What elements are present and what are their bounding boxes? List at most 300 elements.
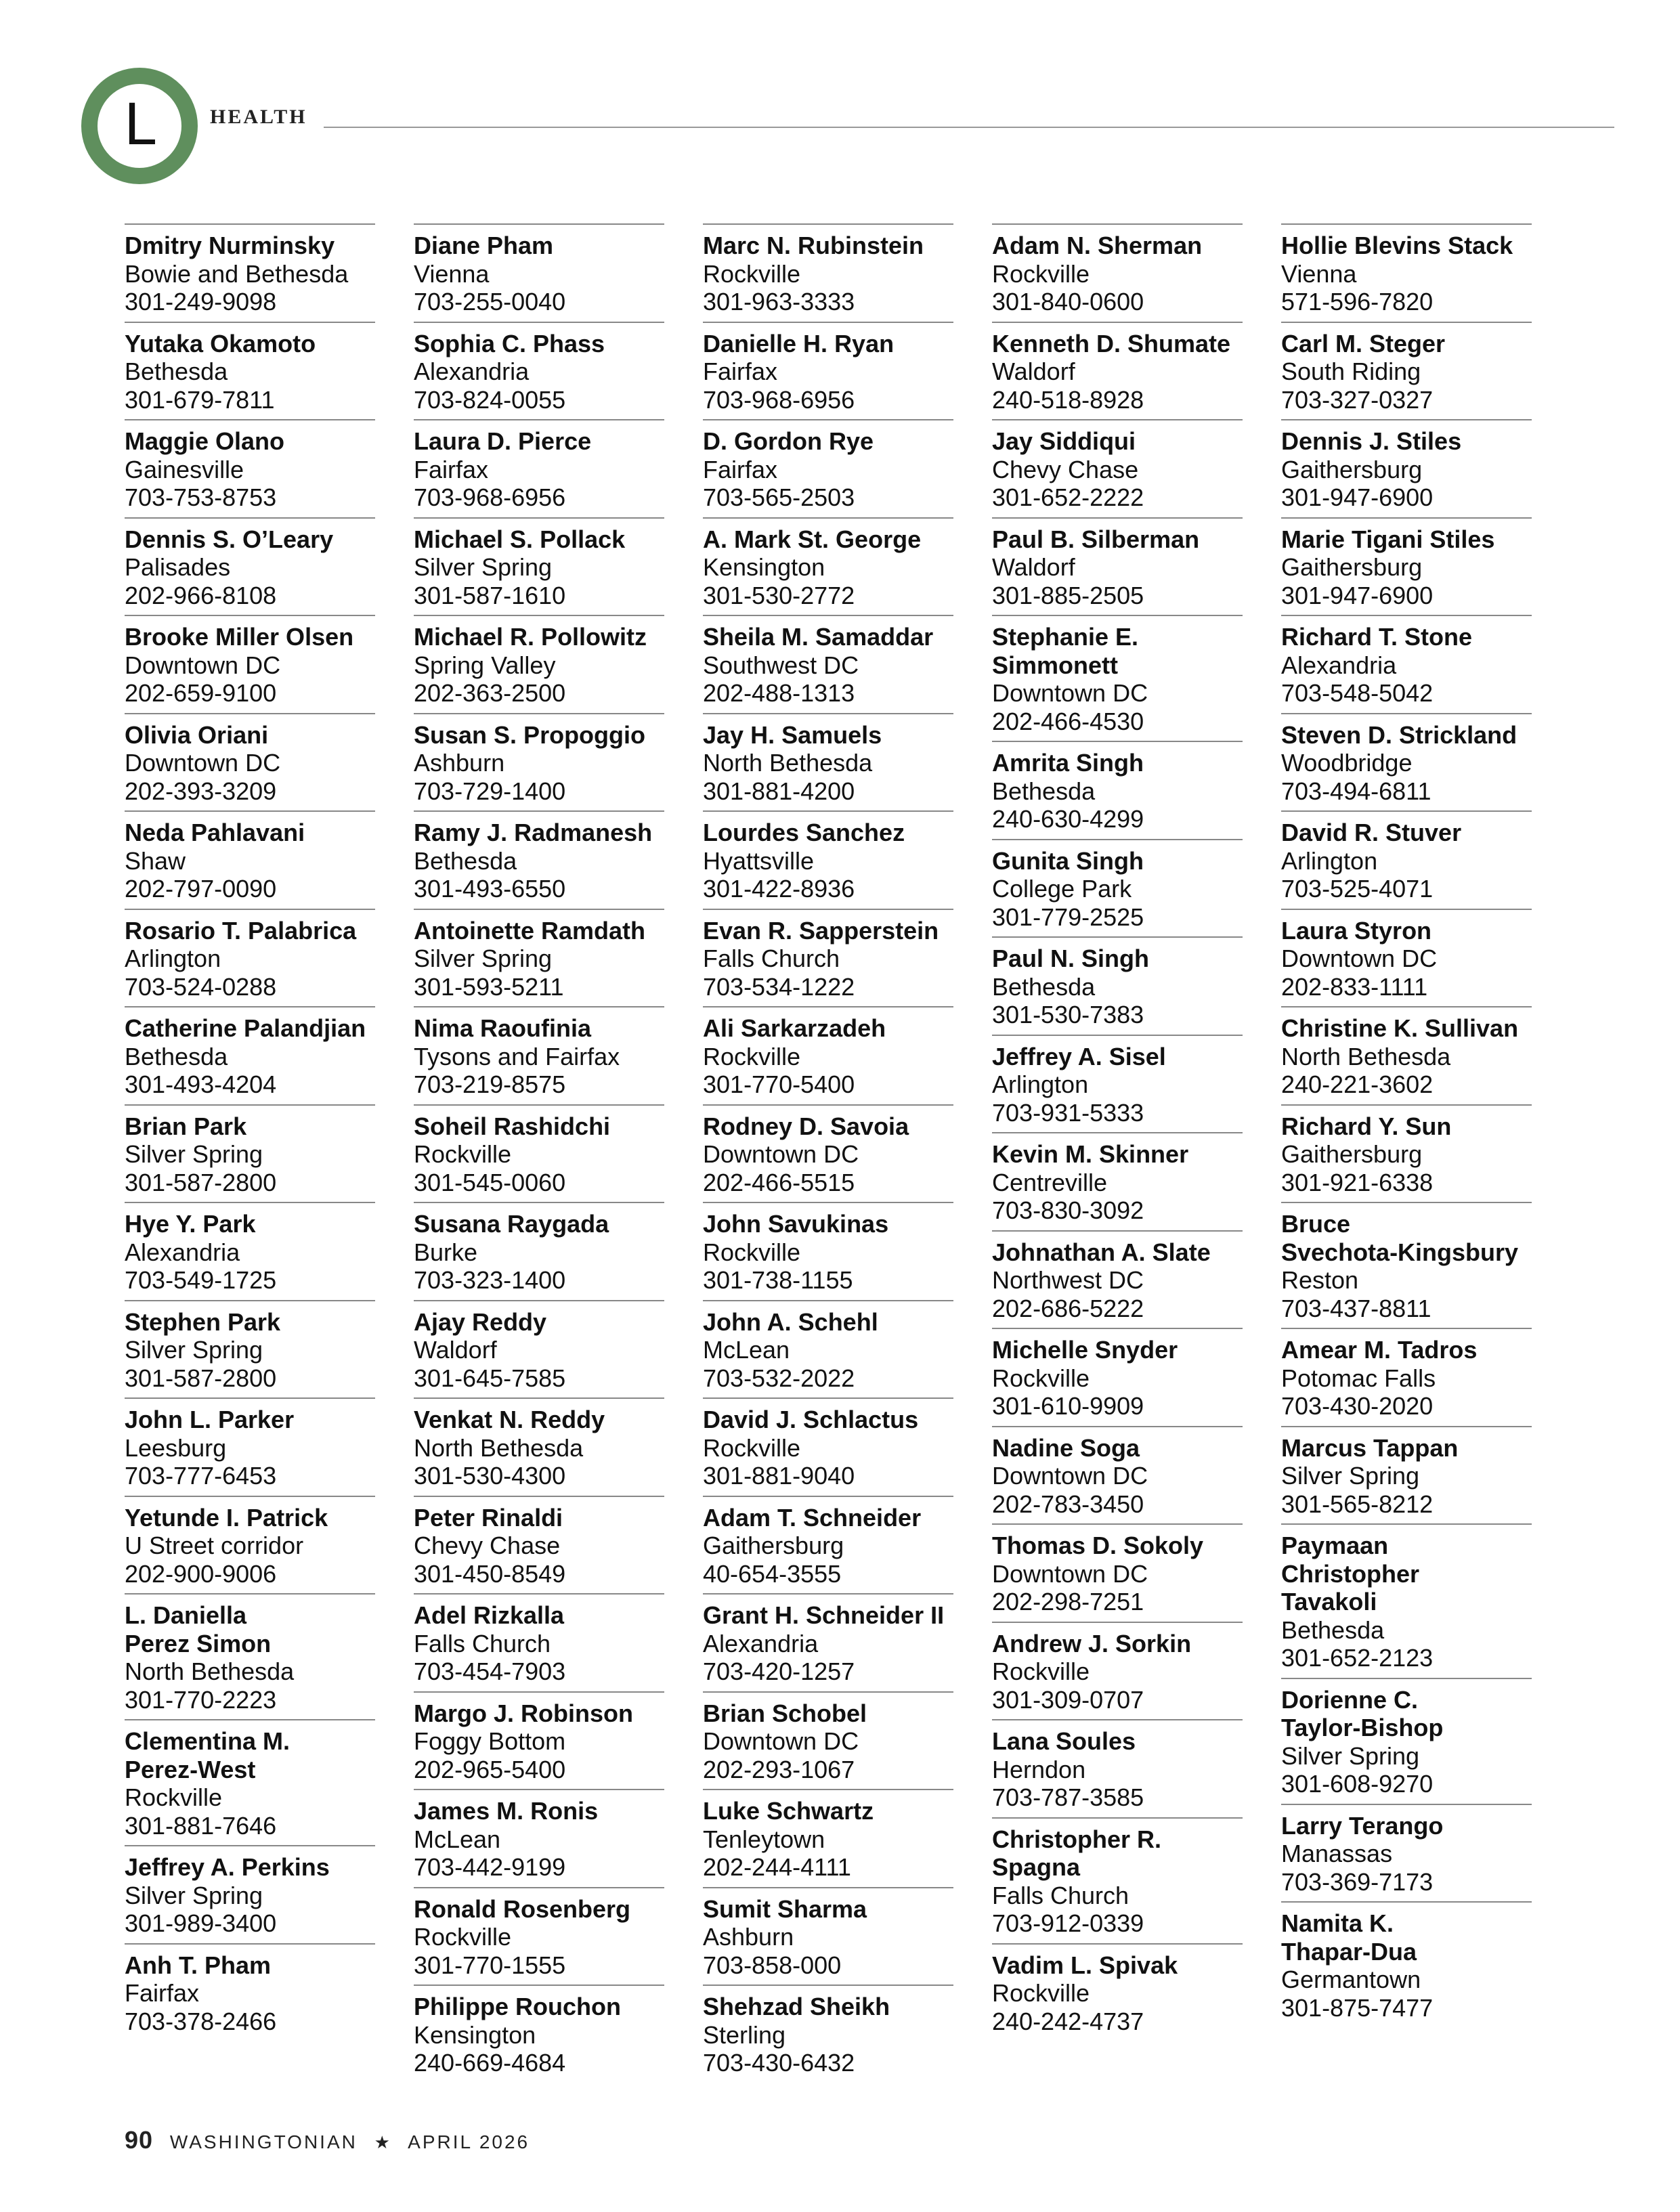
doctor-location: Downtown DC: [992, 1462, 1148, 1490]
doctor-phone: 301-587-2800: [125, 1168, 277, 1196]
doctor-location: North Bethesda: [1281, 1042, 1451, 1070]
doctor-phone: 301-587-1610: [414, 581, 566, 609]
directory-entry: [992, 741, 1243, 839]
doctor-name: Olivia Oriani: [125, 720, 269, 749]
directory-entry: [414, 1006, 664, 1104]
directory-column-2: [414, 223, 664, 2083]
doctor-phone: 301-608-9270: [1281, 1770, 1434, 1798]
doctor-phone: 301-493-4204: [125, 1070, 277, 1098]
doctor-phone: 703-219-8575: [414, 1070, 566, 1098]
doctor-phone: 301-738-1155: [703, 1266, 853, 1294]
directory-entry: [703, 1691, 953, 1790]
doctor-phone: 301-249-9098: [125, 288, 277, 316]
doctor-name: Laura D. Pierce: [414, 427, 592, 455]
doctor-location: Centreville: [992, 1168, 1108, 1196]
directory-entry: [414, 1202, 664, 1300]
directory-entry: [125, 1006, 375, 1104]
doctor-name: Amrita Singh: [992, 749, 1144, 777]
directory-entry: [703, 810, 953, 909]
doctor-location: Fairfax: [703, 357, 778, 385]
doctor-location: Chevy Chase: [414, 1532, 561, 1559]
doctor-location: Kensington: [414, 2020, 536, 2049]
directory-entry: [992, 1426, 1243, 1524]
doctor-phone: 703-729-1400: [414, 777, 566, 805]
doctor-location: Gaithersburg: [1281, 1140, 1423, 1168]
doctor-phone: 301-881-7646: [125, 1811, 277, 1840]
doctor-name: Paul B. Silberman: [992, 525, 1200, 553]
doctor-location: McLean: [703, 1336, 790, 1364]
doctor-location: McLean: [414, 1825, 501, 1853]
doctor-name: David R. Stuver: [1281, 819, 1462, 846]
issue-date: APRIL 2026: [408, 2131, 530, 2152]
doctor-phone: 202-783-3450: [992, 1490, 1144, 1518]
directory-entry: [1281, 1006, 1532, 1104]
doctor-phone: 202-363-2500: [414, 679, 566, 707]
doctor-location: Downtown DC: [125, 749, 281, 777]
doctor-name: Michael S. Pollack: [414, 525, 626, 553]
doctor-location: Rockville: [992, 1979, 1090, 2007]
doctor-phone: 703-454-7903: [414, 1657, 566, 1685]
doctor-location: Chevy Chase: [992, 455, 1139, 483]
doctor-phone: 703-534-1222: [703, 972, 855, 1001]
directory-entry: [992, 1523, 1243, 1622]
doctor-name: Peter Rinaldi: [414, 1503, 563, 1532]
directory-entry: [414, 615, 664, 713]
doctor-name: Adam N. Sherman: [992, 232, 1203, 259]
doctor-name: Lourdes Sanchez: [703, 819, 905, 846]
doctor-location: Rockville: [992, 259, 1090, 288]
doctor-name: Margo J. Robinson: [414, 1699, 633, 1727]
doctor-name: Catherine Palandjian: [125, 1014, 366, 1042]
doctor-name: Christopher R.: [992, 1825, 1162, 1853]
doctor-location: Bethesda: [125, 357, 228, 385]
doctor-phone: 301-989-3400: [125, 1909, 277, 1937]
doctor-name: Stephen Park: [125, 1307, 281, 1336]
doctor-phone: 301-645-7585: [414, 1364, 566, 1392]
directory-entry: [703, 1006, 953, 1104]
doctor-name: Ramy J. Radmanesh: [414, 819, 653, 846]
doctor-name: Ali Sarkarzadeh: [703, 1014, 886, 1042]
doctor-name: Steven D. Strickland: [1281, 720, 1517, 749]
directory-entry: [992, 1035, 1243, 1133]
page-number: 90: [125, 2126, 154, 2154]
doctor-phone: 703-753-8753: [125, 483, 277, 511]
directory-entry: [1281, 1104, 1532, 1202]
directory-entry: [414, 517, 664, 615]
doctor-location: Foggy Bottom: [414, 1727, 566, 1755]
doctor-name: Adam T. Schneider: [703, 1503, 922, 1532]
doctor-phone: 301-530-7383: [992, 1001, 1144, 1028]
doctor-location: Palisades: [125, 553, 231, 581]
doctor-name: Namita K.: [1281, 1909, 1394, 1937]
doctor-name: Vadim L. Spivak: [992, 1951, 1178, 1979]
directory-entry: [703, 1300, 953, 1398]
doctor-phone: 703-830-3092: [992, 1196, 1144, 1224]
directory-entry: [125, 1202, 375, 1300]
doctor-phone: 301-309-0707: [992, 1685, 1144, 1714]
doctor-name: Lana Soules: [992, 1727, 1136, 1755]
doctor-phone: 202-833-1111: [1281, 972, 1428, 1001]
doctor-location: Rockville: [703, 1238, 801, 1266]
directory-entry: [414, 419, 664, 517]
doctor-phone: 301-881-4200: [703, 777, 855, 805]
directory-entry: [1281, 223, 1532, 322]
doctor-phone: 202-965-5400: [414, 1755, 566, 1783]
doctor-name: Larry Terango: [1281, 1811, 1444, 1840]
directory-entry: [703, 419, 953, 517]
directory-entry: [125, 1496, 375, 1594]
doctor-location: Silver Spring: [125, 1140, 263, 1168]
doctor-name: Evan R. Sapperstein: [703, 916, 939, 945]
doctor-name: Kevin M. Skinner: [992, 1140, 1189, 1168]
doctor-name: Brian Park: [125, 1112, 247, 1140]
doctor-phone: 703-777-6453: [125, 1462, 277, 1490]
doctor-phone: 202-298-7251: [992, 1588, 1144, 1615]
doctor-name: Sophia C. Phass: [414, 329, 605, 357]
doctor-location: Silver Spring: [414, 945, 553, 972]
doctor-phone: 240-221-3602: [1281, 1070, 1434, 1098]
doctor-name: Tavakoli: [1281, 1588, 1377, 1615]
doctor-location: Silver Spring: [1281, 1462, 1420, 1490]
directory-entry: [992, 1817, 1243, 1943]
doctor-location: Gaithersburg: [1281, 553, 1423, 581]
page-footer: [125, 2126, 530, 2154]
doctor-phone: 301-770-1555: [414, 1951, 566, 1979]
doctor-name: Shehzad Sheikh: [703, 1993, 890, 2020]
doctor-location: Falls Church: [703, 945, 840, 972]
doctor-phone: 703-968-6956: [703, 385, 855, 414]
doctor-phone: 301-840-0600: [992, 288, 1144, 316]
directory-entry: [125, 713, 375, 811]
doctor-phone: 202-293-1067: [703, 1755, 855, 1783]
doctor-name: Jeffrey A. Sisel: [992, 1042, 1166, 1070]
doctor-location: Bethesda: [1281, 1615, 1385, 1644]
doctor-name: Kenneth D. Shumate: [992, 329, 1231, 357]
doctor-phone: 240-669-4684: [414, 2049, 566, 2077]
doctor-location: Rockville: [414, 1140, 512, 1168]
doctor-location: Silver Spring: [1281, 1741, 1420, 1770]
directory-entry: [703, 1397, 953, 1496]
doctor-phone: 301-652-2123: [1281, 1644, 1434, 1672]
doctor-location: Alexandria: [125, 1238, 240, 1266]
doctor-location: Manassas: [1281, 1840, 1393, 1867]
doctor-location: Bowie and Bethesda: [125, 259, 349, 288]
doctor-phone: 301-530-2772: [703, 581, 855, 609]
doctor-location: Bethesda: [125, 1042, 228, 1070]
doctor-location: Leesburg: [125, 1433, 227, 1462]
doctor-phone: 202-244-4111: [703, 1853, 851, 1881]
doctor-name: Yutaka Okamoto: [125, 329, 316, 357]
doctor-name: John A. Schehl: [703, 1307, 878, 1336]
directory-entry: [125, 1943, 375, 2041]
doctor-name: Paymaan Christopher: [1281, 1532, 1420, 1588]
publication-name: WASHINGTONIAN: [169, 2131, 358, 2152]
doctor-name: Maggie Olano: [125, 427, 285, 455]
doctor-phone: 703-548-5042: [1281, 679, 1434, 707]
directory-entry: [992, 419, 1243, 517]
doctor-location: Rockville: [992, 1657, 1090, 1685]
doctor-location: Herndon: [992, 1755, 1086, 1783]
doctor-location: Waldorf: [992, 357, 1075, 385]
doctor-name: Svechota-Kingsbury: [1281, 1238, 1519, 1266]
directory-entry: [992, 322, 1243, 420]
doctor-location: Gainesville: [125, 455, 244, 483]
directory-entry: [125, 1300, 375, 1398]
doctor-phone: 703-565-2503: [703, 483, 855, 511]
doctor-phone: 301-885-2505: [992, 581, 1144, 609]
doctor-name: Gunita Singh: [992, 846, 1144, 875]
doctor-name: Rodney D. Savoia: [703, 1112, 909, 1140]
directory-entry: [414, 713, 664, 811]
doctor-name: Ronald Rosenberg: [414, 1894, 631, 1923]
doctor-phone: 202-659-9100: [125, 679, 277, 707]
doctor-location: Germantown: [1281, 1966, 1421, 1993]
doctor-phone: 703-787-3585: [992, 1783, 1144, 1811]
directory-entry: [414, 1789, 664, 1887]
doctor-name: John L. Parker: [125, 1406, 295, 1433]
doctor-location: Fairfax: [703, 455, 778, 483]
page-header: [81, 68, 1537, 183]
doctor-name: Venkat N. Reddy: [414, 1406, 605, 1433]
doctor-phone: 202-466-4530: [992, 707, 1144, 735]
directory-entry: [703, 517, 953, 615]
doctor-phone: 301-947-6900: [1281, 483, 1434, 511]
doctor-name: David J. Schlactus: [703, 1406, 919, 1433]
doctor-name: D. Gordon Rye: [703, 427, 874, 455]
directory-entry: [1281, 1901, 1532, 2027]
doctor-name: Diane Pham: [414, 232, 554, 259]
doctor-name: Dennis J. Stiles: [1281, 427, 1462, 455]
directory-entry: [992, 839, 1243, 937]
directory-entry: [1281, 1328, 1532, 1426]
doctor-phone: 703-369-7173: [1281, 1867, 1434, 1896]
doctor-phone: 703-430-6432: [703, 2049, 855, 2077]
doctor-phone: 301-770-2223: [125, 1685, 277, 1714]
doctor-name: L. Daniella: [125, 1601, 247, 1629]
doctor-name: Nima Raoufinia: [414, 1014, 592, 1042]
directory-entry: [1281, 517, 1532, 615]
doctor-location: Bethesda: [992, 972, 1096, 1001]
directory-entry: [414, 1691, 664, 1790]
directory-entry: [414, 1397, 664, 1496]
doctor-phone: 703-378-2466: [125, 2007, 277, 2035]
directory-entry: [414, 1593, 664, 1691]
doctor-location: South Riding: [1281, 357, 1421, 385]
doctor-phone: 301-450-8549: [414, 1559, 566, 1588]
doctor-location: Hyattsville: [703, 846, 815, 875]
doctor-location: Waldorf: [992, 553, 1075, 581]
doctor-phone: 301-875-7477: [1281, 1993, 1434, 2022]
directory-entry: [1281, 615, 1532, 713]
doctor-location: Downtown DC: [703, 1727, 859, 1755]
doctor-phone: 703-327-0327: [1281, 385, 1434, 414]
doctor-name: Susana Raygada: [414, 1210, 609, 1238]
directory-entry: [125, 419, 375, 517]
doctor-phone: 301-565-8212: [1281, 1490, 1434, 1518]
doctor-phone: 703-255-0040: [414, 288, 566, 316]
doctor-name: Carl M. Steger: [1281, 329, 1446, 357]
doctor-name: Brian Schobel: [703, 1699, 867, 1727]
directory-entry: [125, 1397, 375, 1496]
doctor-name: James M. Ronis: [414, 1797, 599, 1825]
doctor-name: Andrew J. Sorkin: [992, 1629, 1192, 1657]
doctor-location: Silver Spring: [414, 553, 553, 581]
directory-entry: [1281, 909, 1532, 1007]
doctor-phone: 202-393-3209: [125, 777, 277, 805]
doctor-location: Vienna: [1281, 259, 1357, 288]
doctor-name: Nadine Soga: [992, 1433, 1140, 1462]
doctor-name: Jeffrey A. Perkins: [125, 1853, 330, 1881]
doctor-location: Ashburn: [414, 749, 505, 777]
doctor-name: Ajay Reddy: [414, 1307, 547, 1336]
doctor-location: Burke: [414, 1238, 478, 1266]
doctor-location: North Bethesda: [703, 749, 873, 777]
doctor-name: Amear M. Tadros: [1281, 1336, 1478, 1364]
doctor-phone: 703-858-000: [703, 1951, 842, 1979]
doctor-name: Paul N. Singh: [992, 945, 1150, 972]
doctor-name: Richard T. Stone: [1281, 623, 1473, 651]
doctor-phone: 202-797-0090: [125, 875, 277, 903]
doctor-phone: 703-931-5333: [992, 1098, 1144, 1127]
doctor-name: Brooke Miller Olsen: [125, 623, 354, 651]
doctor-name: Sumit Sharma: [703, 1894, 867, 1923]
doctor-name: Jay Siddiqui: [992, 427, 1136, 455]
doctor-phone: 301-493-6550: [414, 875, 566, 903]
doctor-location: Gaithersburg: [1281, 455, 1423, 483]
doctor-name: Laura Styron: [1281, 916, 1432, 945]
doctor-phone: 202-686-5222: [992, 1294, 1144, 1322]
doctor-phone: 202-488-1313: [703, 679, 855, 707]
doctor-location: U Street corridor: [125, 1532, 304, 1559]
directory-entry: [703, 713, 953, 811]
doctor-location: Fairfax: [125, 1979, 200, 2007]
doctor-phone: 703-968-6956: [414, 483, 566, 511]
doctor-name: Spagna: [992, 1853, 1081, 1881]
doctor-phone: 301-947-6900: [1281, 581, 1434, 609]
doctor-location: Sterling: [703, 2020, 786, 2049]
directory-entry: [125, 1719, 375, 1845]
doctor-location: Bethesda: [992, 777, 1096, 805]
directory-entry: [125, 909, 375, 1007]
doctor-location: Silver Spring: [125, 1881, 263, 1909]
directory-entry: [703, 1887, 953, 1985]
doctor-name: Adel Rizkalla: [414, 1601, 565, 1629]
doctor-name: Sheila M. Samaddar: [703, 623, 934, 651]
doctor-location: Downtown DC: [992, 1559, 1148, 1588]
doctor-name: Rosario T. Palabrica: [125, 916, 357, 945]
doctor-phone: 301-881-9040: [703, 1462, 855, 1490]
doctor-location: Arlington: [1281, 846, 1378, 875]
directory-entry: [414, 1104, 664, 1202]
doctor-name: Michelle Snyder: [992, 1336, 1178, 1364]
doctor-name: Antoinette Ramdath: [414, 916, 645, 945]
section-logo: [81, 68, 198, 184]
directory-entry: [125, 615, 375, 713]
doctor-location: Potomac Falls: [1281, 1364, 1436, 1392]
doctor-location: Rockville: [703, 1433, 801, 1462]
directory-entry: [1281, 322, 1532, 420]
doctor-name: Philippe Rouchon: [414, 1993, 621, 2020]
doctor-location: Bethesda: [414, 846, 517, 875]
directory-column-3: [703, 223, 953, 2083]
doctor-location: Falls Church: [414, 1629, 551, 1657]
doctor-phone: 301-779-2525: [992, 903, 1144, 931]
directory-entry: [1281, 810, 1532, 909]
directory-entry: [1281, 419, 1532, 517]
directory-entry: [414, 1496, 664, 1594]
directory-entry: [703, 1104, 953, 1202]
doctor-name: Jay H. Samuels: [703, 720, 882, 749]
directory-entry: [992, 1132, 1243, 1230]
directory-entry: [1281, 1202, 1532, 1328]
directory-entry: [125, 810, 375, 909]
directory-entry: [1281, 1804, 1532, 1902]
doctor-name: Anh T. Pham: [125, 1951, 272, 1979]
doctor-name: Dennis S. O’Leary: [125, 525, 334, 553]
directory-entry: [414, 810, 664, 909]
doctor-phone: 202-466-5515: [703, 1168, 855, 1196]
doctor-location: Reston: [1281, 1266, 1359, 1294]
directory-entry: [992, 936, 1243, 1035]
directory-entry: [414, 322, 664, 420]
doctor-location: Tenleytown: [703, 1825, 825, 1853]
doctor-phone: 703-442-9199: [414, 1853, 566, 1881]
directory-entry: [414, 223, 664, 322]
doctor-name: Johnathan A. Slate: [992, 1238, 1211, 1266]
doctor-name: A. Mark St. George: [703, 525, 922, 553]
directory-entry: [414, 1300, 664, 1398]
doctor-location: Downtown DC: [992, 679, 1148, 707]
doctor-phone: 301-652-2222: [992, 483, 1144, 511]
doctor-phone: 202-900-9006: [125, 1559, 277, 1588]
doctor-phone: 240-242-4737: [992, 2007, 1144, 2035]
directory-entry: [703, 322, 953, 420]
doctor-phone: 703-525-4071: [1281, 875, 1434, 903]
doctor-phone: 301-770-5400: [703, 1070, 855, 1098]
doctor-name: Michael R. Pollowitz: [414, 623, 647, 651]
doctor-location: North Bethesda: [125, 1657, 295, 1685]
doctor-location: Northwest DC: [992, 1266, 1144, 1294]
doctor-location: Alexandria: [414, 357, 530, 385]
doctor-name: Neda Pahlavani: [125, 819, 305, 846]
directory-entry: [1281, 1523, 1532, 1678]
doctor-phone: 301-587-2800: [125, 1364, 277, 1392]
doctor-phone: 703-549-1725: [125, 1266, 277, 1294]
directory-entry: [125, 1104, 375, 1202]
doctor-location: Arlington: [125, 945, 221, 972]
directory-entry: [992, 517, 1243, 615]
doctor-location: Ashburn: [703, 1923, 794, 1951]
doctor-name: Yetunde I. Patrick: [125, 1503, 328, 1532]
doctor-phone: 703-430-2020: [1281, 1392, 1434, 1420]
directory-entry: [703, 1202, 953, 1300]
star-separator: ★: [374, 2132, 392, 2152]
directory-entry: [992, 1943, 1243, 2041]
doctor-phone: 301-921-6338: [1281, 1168, 1434, 1196]
doctor-location: Woodbridge: [1281, 749, 1413, 777]
doctor-name: Susan S. Propoggio: [414, 720, 646, 749]
doctor-phone: 202-966-8108: [125, 581, 277, 609]
section-title: HEALTH: [210, 106, 307, 128]
doctor-location: Falls Church: [992, 1881, 1129, 1909]
doctor-phone: 703-532-2022: [703, 1364, 855, 1392]
doctor-location: Downtown DC: [1281, 945, 1438, 972]
doctor-phone: 301-679-7811: [125, 385, 275, 414]
directory-entry: [703, 615, 953, 713]
doctor-location: Tysons and Fairfax: [414, 1042, 620, 1070]
directory-column-4: [992, 223, 1243, 2041]
doctor-phone: 703-323-1400: [414, 1266, 566, 1294]
